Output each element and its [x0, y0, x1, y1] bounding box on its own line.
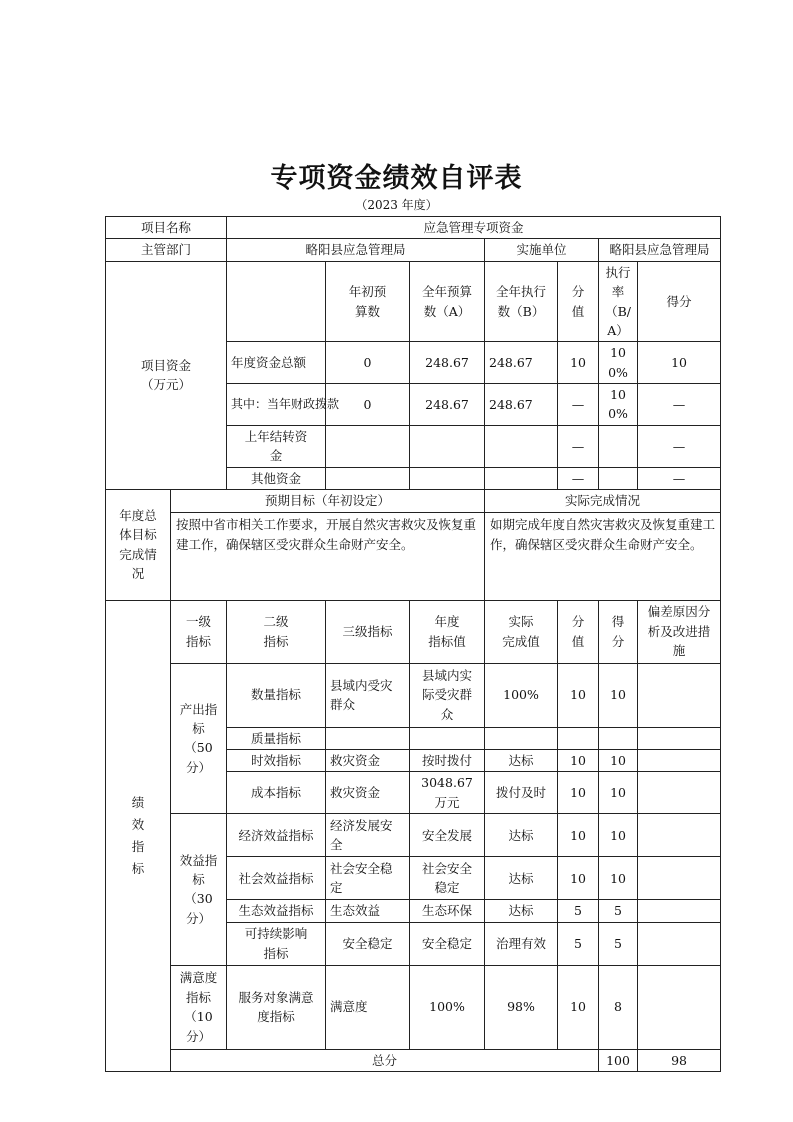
- perf-target: 安全稳定: [410, 922, 485, 965]
- funds-row-rate: 100%: [599, 342, 638, 384]
- perf-note: [638, 663, 721, 727]
- perf-l3: 县域内受灾 群众: [326, 663, 410, 727]
- perf-l2: 时效指标: [227, 749, 326, 771]
- funds-header-budget: 全年预算 数（A）: [410, 261, 485, 342]
- implementer-label: 实施单位: [485, 239, 599, 261]
- perf-weight: 10: [558, 749, 599, 771]
- perf-header-l2: 二级 指标: [227, 600, 326, 663]
- perf-group-satisfaction: 满意度 指标 （10 分）: [171, 965, 227, 1049]
- funds-row-weight: —: [558, 467, 599, 489]
- perf-l3: 救灾资金: [326, 749, 410, 771]
- project-name-label: 项目名称: [106, 217, 227, 239]
- funds-row-budget: [410, 467, 485, 489]
- funds-header-weight: 分 值: [558, 261, 599, 342]
- goals-header-row: [106, 490, 721, 512]
- funds-row-weight: —: [558, 384, 599, 426]
- page-title: 专项资金绩效自评表: [270, 163, 523, 194]
- perf-note: [638, 814, 721, 857]
- goals-expected-text: 按照中省市相关工作要求，开展自然灾害救灾及恢复重建工作，确保辖区受灾群众生命财产安全。: [171, 512, 485, 600]
- perf-score: 10: [599, 663, 638, 727]
- funds-row-score: —: [638, 384, 721, 426]
- evaluation-table: [105, 216, 721, 1072]
- perf-target: 县域内实 际受灾群 众: [410, 663, 485, 727]
- project-name-row: [106, 217, 721, 239]
- total-row: [106, 1049, 721, 1071]
- perf-l3: 经济发展安 全: [326, 814, 410, 857]
- goals-expected-label: 预期目标（年初设定）: [171, 490, 485, 512]
- perf-l2: 服务对象满意 度指标: [227, 965, 326, 1049]
- perf-note: [638, 772, 721, 814]
- perf-target: 生态环保: [410, 900, 485, 922]
- funds-row-weight: 10: [558, 342, 599, 384]
- perf-header-note: 偏差原因分 析及改进措 施: [638, 600, 721, 663]
- perf-l2: 经济效益指标: [227, 814, 326, 857]
- perf-l3: 社会安全稳 定: [326, 857, 410, 900]
- perf-target: 3048.67 万元: [410, 772, 485, 814]
- funds-row-executed: 248.67: [485, 384, 558, 426]
- perf-weight: 5: [558, 900, 599, 922]
- funds-row-rate: [599, 425, 638, 467]
- goals-actual-label: 实际完成情况: [485, 490, 721, 512]
- funds-header-executed: 全年执行 数（B）: [485, 261, 558, 342]
- funds-row-executed: [485, 467, 558, 489]
- perf-actual: 治理有效: [485, 922, 558, 965]
- perf-l3: 生态效益: [326, 900, 410, 922]
- perf-actual: 达标: [485, 814, 558, 857]
- total-label: 总分: [171, 1049, 599, 1071]
- perf-l2: 成本指标: [227, 772, 326, 814]
- funds-row-weight: —: [558, 425, 599, 467]
- perf-score: 10: [599, 857, 638, 900]
- implementer-value: 略阳县应急管理局: [599, 239, 721, 261]
- perf-weight: 10: [558, 965, 599, 1049]
- perf-weight: 10: [558, 772, 599, 814]
- perf-score: 5: [599, 900, 638, 922]
- perf-header-weight: 分 值: [558, 600, 599, 663]
- perf-note: [638, 900, 721, 922]
- total-score: 98: [638, 1049, 721, 1071]
- funds-row-budget: 248.67: [410, 342, 485, 384]
- perf-score: 10: [599, 772, 638, 814]
- total-weight: 100: [599, 1049, 638, 1071]
- perf-actual: [485, 727, 558, 749]
- department-label: 主管部门: [106, 239, 227, 261]
- goals-content-row: [106, 512, 721, 600]
- perf-l3: 安全稳定: [326, 922, 410, 965]
- funds-header-row: [106, 261, 721, 342]
- perf-target: 安全发展: [410, 814, 485, 857]
- funds-row-initial: [326, 467, 410, 489]
- perf-l2: 质量指标: [227, 727, 326, 749]
- perf-note: [638, 965, 721, 1049]
- perf-header-actual: 实际 完成值: [485, 600, 558, 663]
- funds-row-rate: 100%: [599, 384, 638, 426]
- perf-weight: 10: [558, 663, 599, 727]
- funds-row-score: —: [638, 425, 721, 467]
- perf-header-l1: 一级 指标: [171, 600, 227, 663]
- perf-l3: 救灾资金: [326, 772, 410, 814]
- perf-row: [106, 663, 721, 727]
- perf-score: 8: [599, 965, 638, 1049]
- perf-weight: [558, 727, 599, 749]
- perf-note: [638, 857, 721, 900]
- perf-score: 10: [599, 814, 638, 857]
- department-value: 略阳县应急管理局: [227, 239, 485, 261]
- perf-target: 按时拨付: [410, 749, 485, 771]
- perf-header-score: 得 分: [599, 600, 638, 663]
- perf-weight: 10: [558, 857, 599, 900]
- goals-label: 年度总 体目标 完成情 况: [106, 490, 171, 600]
- perf-score: [599, 727, 638, 749]
- funds-header-rate: 执行率 （B/A）: [599, 261, 638, 342]
- perf-group-benefit: 效益指 标 （30 分）: [171, 814, 227, 965]
- page-subtitle: （2023 年度）: [355, 198, 438, 212]
- funds-row-initial: [326, 425, 410, 467]
- perf-row: [106, 965, 721, 1049]
- perf-actual: 达标: [485, 900, 558, 922]
- funds-row-label: 上年结转资 金: [227, 425, 326, 467]
- funds-row-label: 其中：当年财政拨款: [227, 384, 326, 426]
- perf-group-output: 产出指 标 （50 分）: [171, 663, 227, 814]
- perf-l3: [326, 727, 410, 749]
- perf-label: 绩 效 指 标: [106, 600, 171, 1072]
- funds-row-initial: 0: [326, 342, 410, 384]
- perf-score: 10: [599, 749, 638, 771]
- funds-header-blank: [227, 261, 326, 342]
- funds-row-label: 其他资金: [227, 467, 326, 489]
- perf-score: 5: [599, 922, 638, 965]
- perf-note: [638, 727, 721, 749]
- goals-actual-text: 如期完成年度自然灾害救灾及恢复重建工作，确保辖区受灾群众生命财产安全。: [485, 512, 721, 600]
- perf-l2: 社会效益指标: [227, 857, 326, 900]
- perf-note: [638, 749, 721, 771]
- perf-target: 社会安全 稳定: [410, 857, 485, 900]
- funds-row-executed: [485, 425, 558, 467]
- perf-target: [410, 727, 485, 749]
- department-row: [106, 239, 721, 261]
- perf-weight: 10: [558, 814, 599, 857]
- perf-actual: 拨付及时: [485, 772, 558, 814]
- project-name-value: 应急管理专项资金: [227, 217, 721, 239]
- perf-header-row: [106, 600, 721, 663]
- funds-header-initial: 年初预 算数: [326, 261, 410, 342]
- perf-weight: 5: [558, 922, 599, 965]
- perf-l2: 可持续影响 指标: [227, 922, 326, 965]
- funds-row-budget: 248.67: [410, 384, 485, 426]
- perf-actual: 100%: [485, 663, 558, 727]
- funds-row-score: —: [638, 467, 721, 489]
- perf-actual: 达标: [485, 749, 558, 771]
- perf-l2: 数量指标: [227, 663, 326, 727]
- perf-row: [106, 814, 721, 857]
- perf-l3: 满意度: [326, 965, 410, 1049]
- perf-target: 100%: [410, 965, 485, 1049]
- funds-row-rate: [599, 467, 638, 489]
- perf-header-l3: 三级指标: [326, 600, 410, 663]
- funds-label: 项目资金 （万元）: [106, 261, 227, 489]
- perf-header-target: 年度 指标值: [410, 600, 485, 663]
- perf-note: [638, 922, 721, 965]
- perf-actual: 达标: [485, 857, 558, 900]
- funds-row-budget: [410, 425, 485, 467]
- funds-row-executed: 248.67: [485, 342, 558, 384]
- perf-l2: 生态效益指标: [227, 900, 326, 922]
- funds-row-score: 10: [638, 342, 721, 384]
- funds-header-score: 得分: [638, 261, 721, 342]
- funds-row-initial: 0: [326, 384, 410, 426]
- funds-row-label: 年度资金总额: [227, 342, 326, 384]
- perf-actual: 98%: [485, 965, 558, 1049]
